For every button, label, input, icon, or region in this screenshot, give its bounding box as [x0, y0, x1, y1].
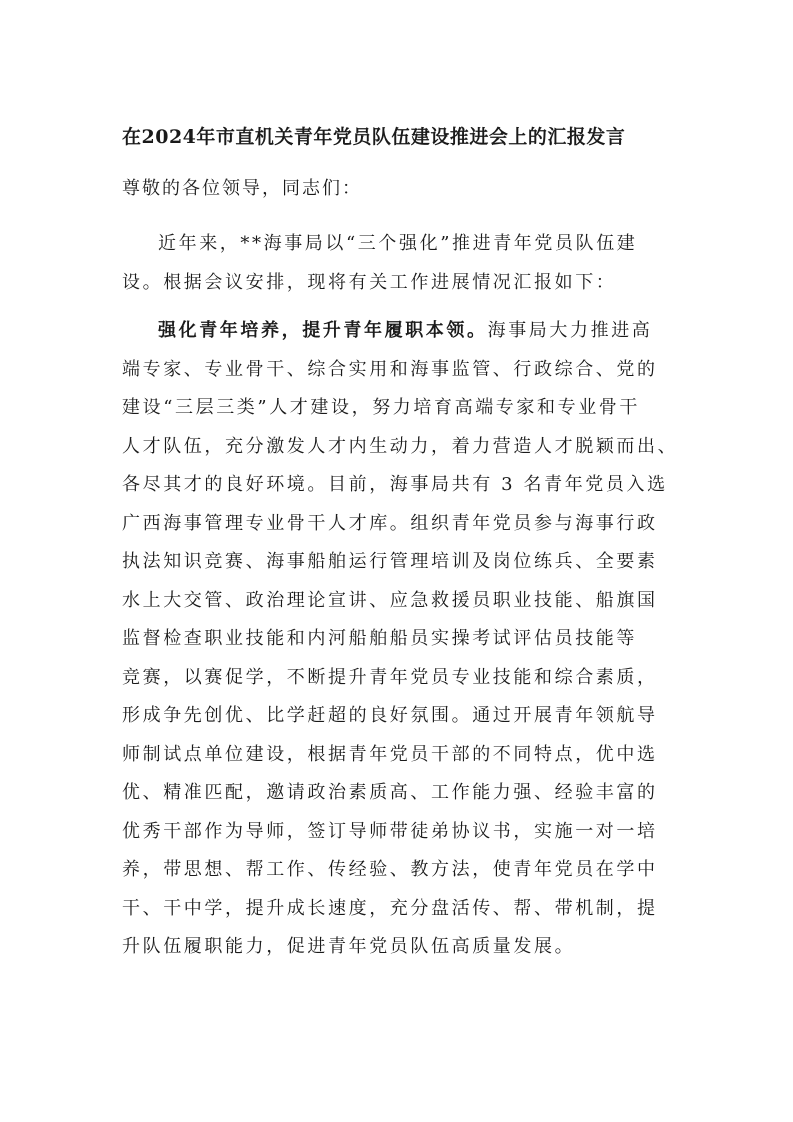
section-1-paragraph [122, 312, 678, 967]
section-1-line: 师制试点单位建设，根据青年党员干部的不同特点，优中选 [122, 743, 658, 765]
intro-line: 近年来，**海事局以“三个强化”推进青年党员队伍建 [158, 233, 638, 254]
intro-paragraph [122, 225, 678, 302]
intro-line: 设。根据会议安排，现将有关工作进展情况汇报如下： [122, 271, 617, 293]
document-title: 在2024年市直机关青年党员队伍建设推进会上的汇报发言 [122, 126, 626, 148]
section-1-line: 各尽其才的良好环境。目前，海事局共有 3 名青年党员入选 [122, 474, 668, 495]
section-1-line: 优秀干部作为导师，签订导师带徒弟协议书，实施一对一培 [122, 820, 658, 842]
section-1-line: 建设“三层三类”人才建设，努力培育高端专家和专业骨干 [122, 397, 641, 418]
section-1-line: 执法知识竞赛、海事船舶运行管理培训及岗位练兵、全要素 [122, 551, 658, 572]
section-1-line: 端专家、专业骨干、综合实用和海事监管、行政综合、党的 [122, 358, 658, 380]
section-1-line: 竞赛，以赛促学，不断提升青年党员专业技能和综合素质， [122, 666, 658, 688]
section-1-line: 养，带思想、帮工作、传经验、教方法，使青年党员在学中 [122, 859, 658, 880]
section-1-line: 水上大交管、政治理论宣讲、应急救援员职业技能、船旗国 [122, 589, 658, 611]
section-1-first-line-text: 海事局大力推进高 [487, 320, 653, 341]
section-1-line: 优、精准匹配，邀请政治素质高、工作能力强、经验丰富的 [122, 782, 658, 803]
section-1-line: 监督检查职业技能和内河船舶船员实操考试评估员技能等 [122, 628, 637, 649]
section-1-line: 形成争先创优、比学赶超的良好氛围。通过开展青年领航导 [122, 705, 658, 726]
section-1-line: 人才队伍，充分激发人才内生动力，着力营造人才脱颖而出、 [122, 435, 679, 457]
section-1-line: 广西海事管理专业骨干人才库。组织青年党员参与海事行政 [122, 512, 658, 534]
section-1-line: 干、干中学，提升成长速度，充分盘活传、帮、带机制，提 [122, 897, 658, 919]
section-1-heading: 强化青年培养，提升青年履职本领。 [158, 320, 488, 341]
section-1-first-line [122, 312, 678, 351]
salutation: 尊敬的各位领导，同志们： [122, 178, 362, 199]
section-1-line: 升队伍履职能力，促进青年党员队伍高质量发展。 [122, 936, 576, 957]
